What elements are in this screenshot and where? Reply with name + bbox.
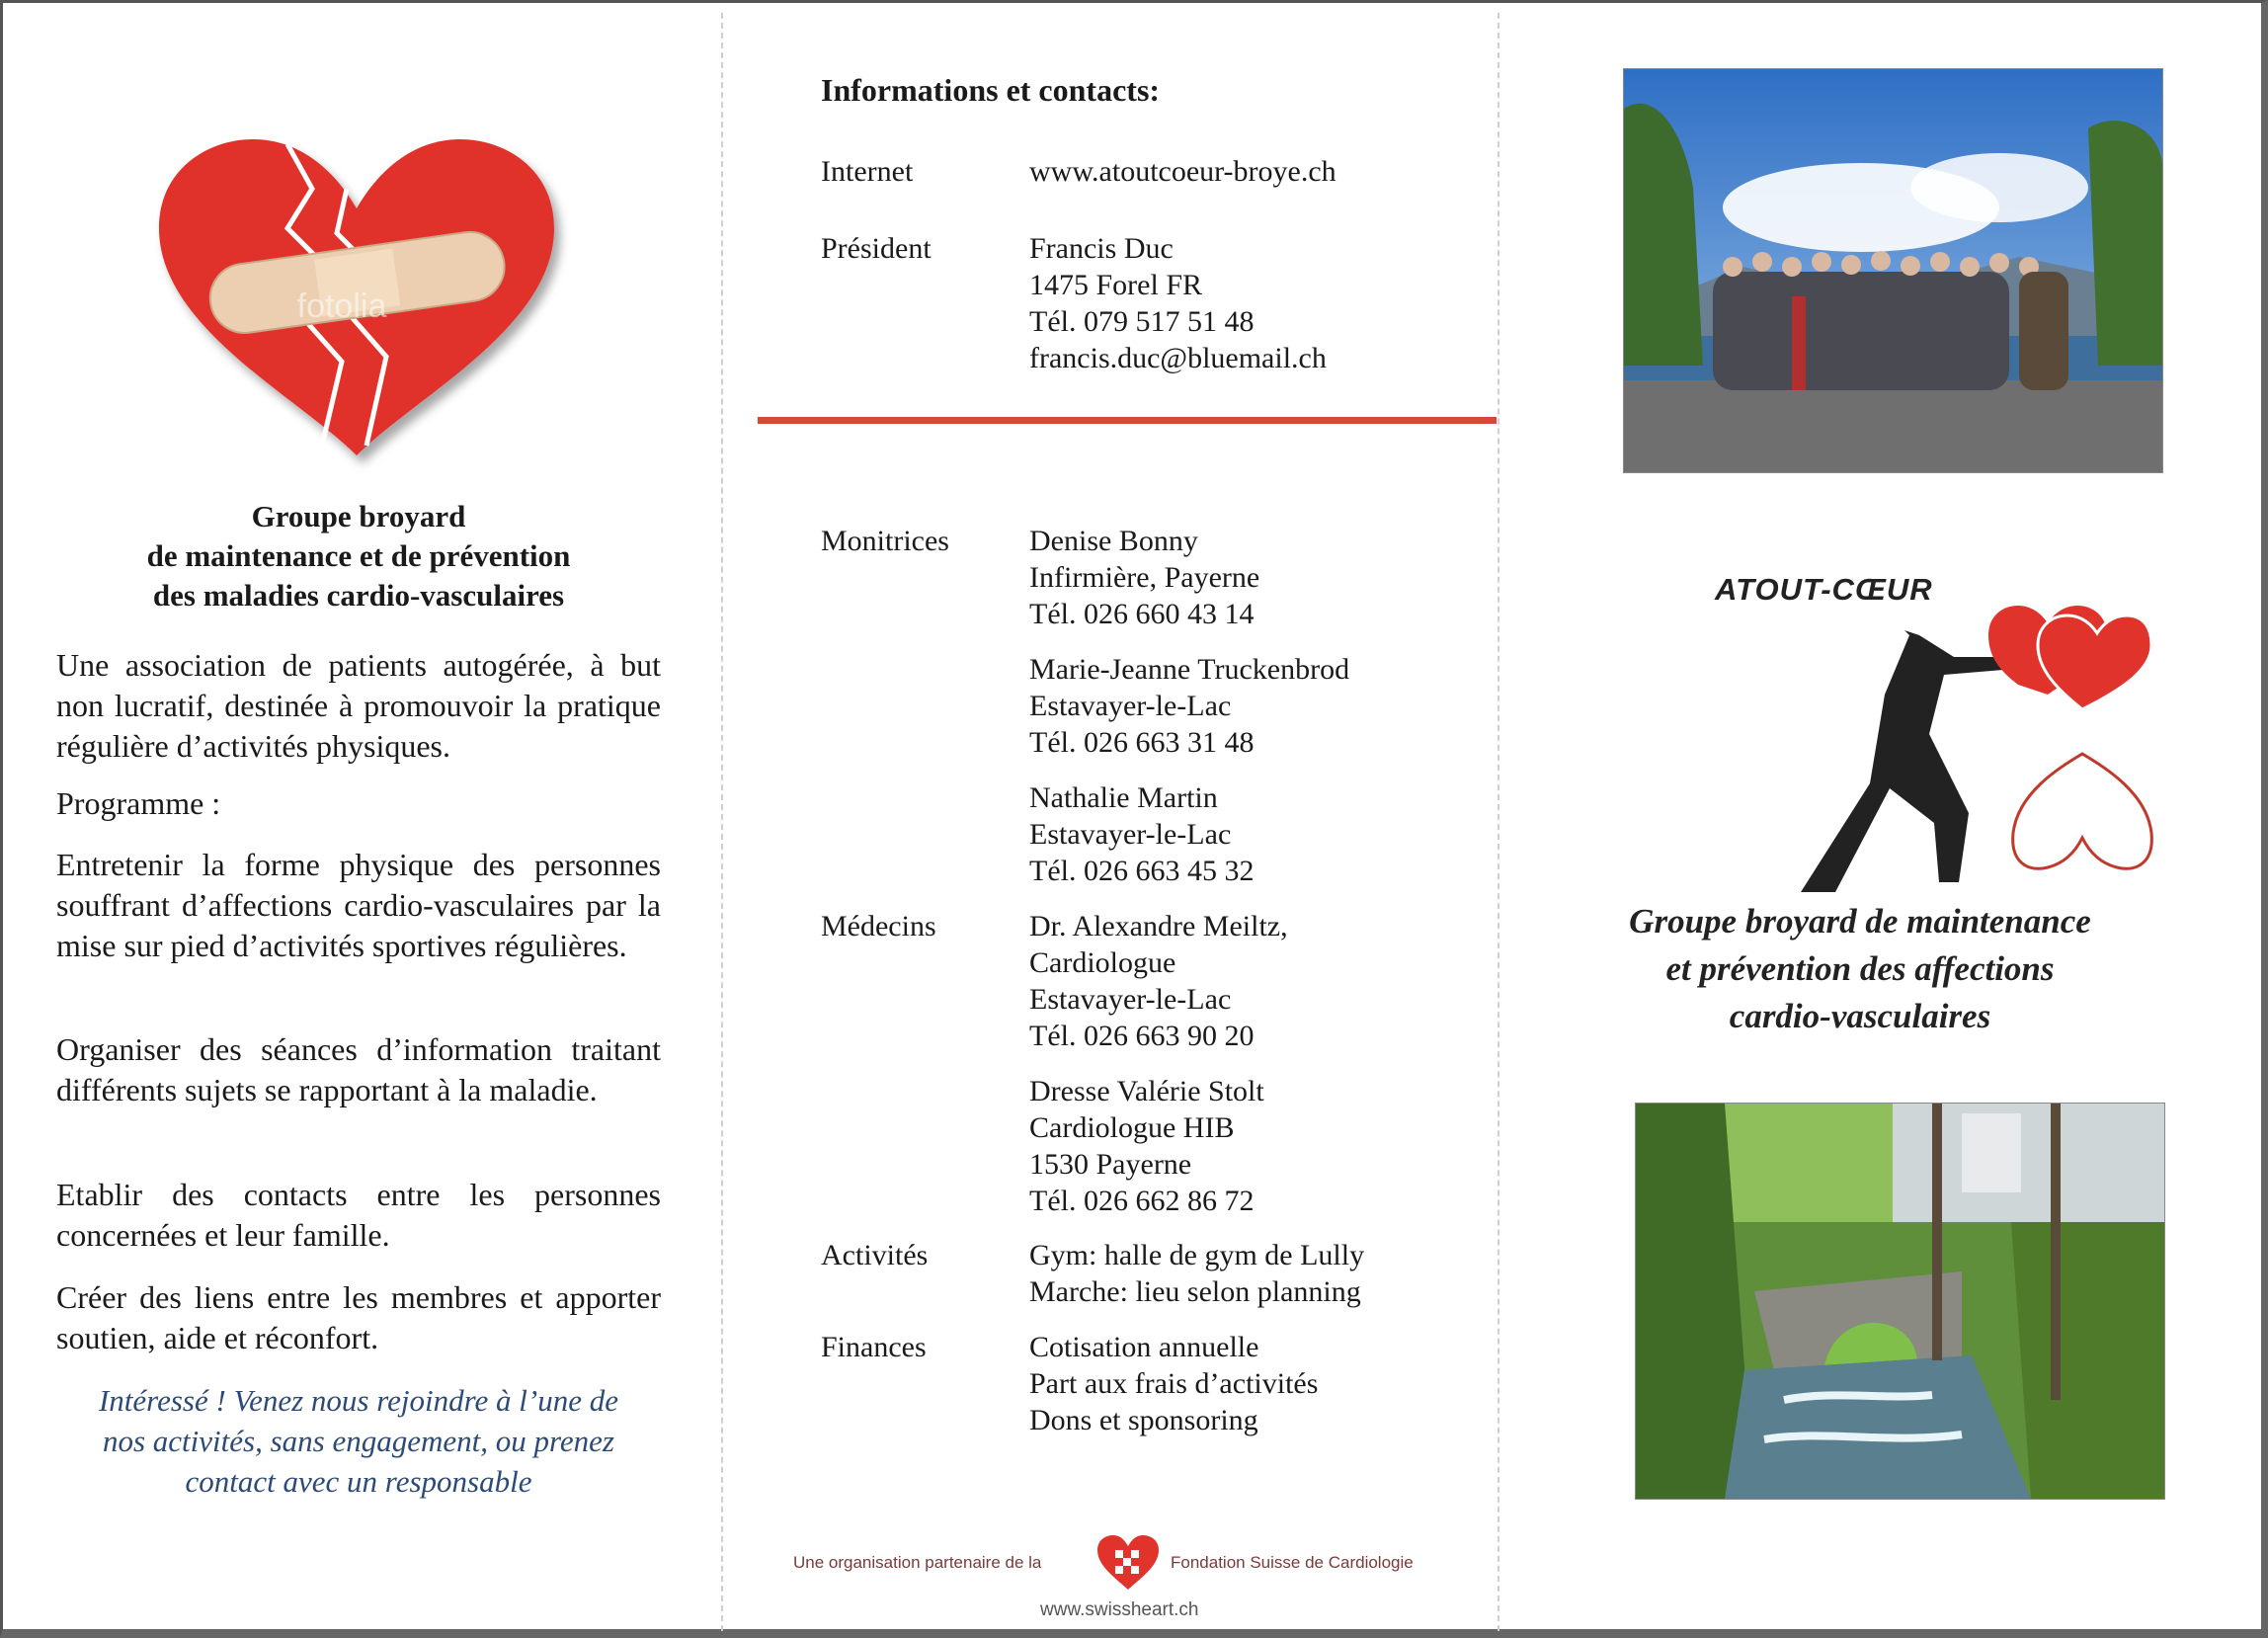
monitrice-contact: Denise Bonny Infirmière, Payerne Tél. 026 660 43 14 (1029, 525, 1260, 630)
swissheart-link[interactable]: www.swissheart.ch (1040, 1599, 1199, 1620)
partner-foundation: Fondation Suisse de Cardiologie (1171, 1553, 1414, 1572)
programme-item: Créer des liens entre les membres et apporter soutien, aide et réconfort. (56, 1279, 661, 1355)
website-link[interactable]: www.atoutcoeur-broye.ch (1029, 155, 1336, 188)
medecin-contact: Dr. Alexandre Meiltz, Cardiologue Estavayer-le-Lac Tél. 026 663 90 20 (1029, 910, 1288, 1052)
fold-line-right (1498, 13, 1499, 1631)
brand-name: ATOUT-CŒUR (1715, 572, 1933, 607)
programme-item: Organiser des séances d’information traitant différents sujets se rapportant à la maladie. (56, 1031, 661, 1107)
swissheart-logo-icon (1094, 1532, 1163, 1594)
medecin-contact: Dresse Valérie Stolt Cardiologue HIB 1530 Payerne Tél. 026 662 86 72 (1029, 1075, 1264, 1217)
group-photo (1623, 68, 2163, 473)
president-email-link[interactable]: francis.duc@bluemail.ch (1029, 342, 1327, 374)
monitrice-contact: Marie-Jeanne Truckenbrod Estavayer-le-Lac Tél. 026 663 31 48 (1029, 653, 1350, 759)
broken-heart-icon (139, 129, 574, 475)
right-title: Groupe broyard de maintenance et prévention des affections cardio-vasculaires (1629, 902, 2091, 1035)
partner-text: Une organisation partenaire de la (793, 1553, 1042, 1572)
atout-coeur-logo-icon (1742, 576, 2156, 892)
medecins-label: Médecins (821, 910, 936, 942)
monitrice-contact: Nathalie Martin Estavayer-le-Lac Tél. 026 663 45 32 (1029, 781, 1255, 887)
activites-label: Activités (821, 1239, 929, 1271)
programme-item: Entretenir la forme physique des personnes souffrant d’affections cardio-vasculaires par la mise sur pied d’activités sportives régulières. (56, 847, 661, 963)
left-title: Groupe broyard de maintenance et de prévention des maladies cardio-vasculaires (146, 499, 571, 613)
finances-label: Finances (821, 1331, 927, 1363)
intro-text: Une association de patients autogérée, à but non lucratif, destinée à promouvoir la pratique régulière d’activités physiques. (56, 647, 661, 764)
internet-label: Internet (821, 155, 914, 188)
programme-item: Etablir des contacts entre les personnes concernées et leur famille. (56, 1177, 661, 1253)
watermark-text: fotolia (296, 287, 387, 325)
president-label: Président (821, 232, 932, 265)
call-to-action: Intéressé ! Venez nous rejoindre à l’une de nos activités, sans engagement, ou prenez contact avec un responsable (98, 1383, 618, 1499)
programme-label: Programme : (56, 785, 221, 821)
contacts-heading: Informations et contacts: (821, 72, 1161, 108)
activites-details: Gym: halle de gym de Lully Marche: lieu selon planning (1029, 1239, 1365, 1308)
river-photo (1635, 1103, 2165, 1500)
fold-line-left (721, 13, 723, 1631)
finances-details: Cotisation annuelle Part aux frais d’activités Dons et sponsoring (1029, 1331, 1319, 1436)
monitrices-label: Monitrices (821, 525, 949, 557)
president-contact: Francis Duc 1475 Forel FR Tél. 079 517 51 48 francis.duc@bluemail.ch (1029, 232, 1327, 374)
section-divider (758, 417, 1497, 424)
